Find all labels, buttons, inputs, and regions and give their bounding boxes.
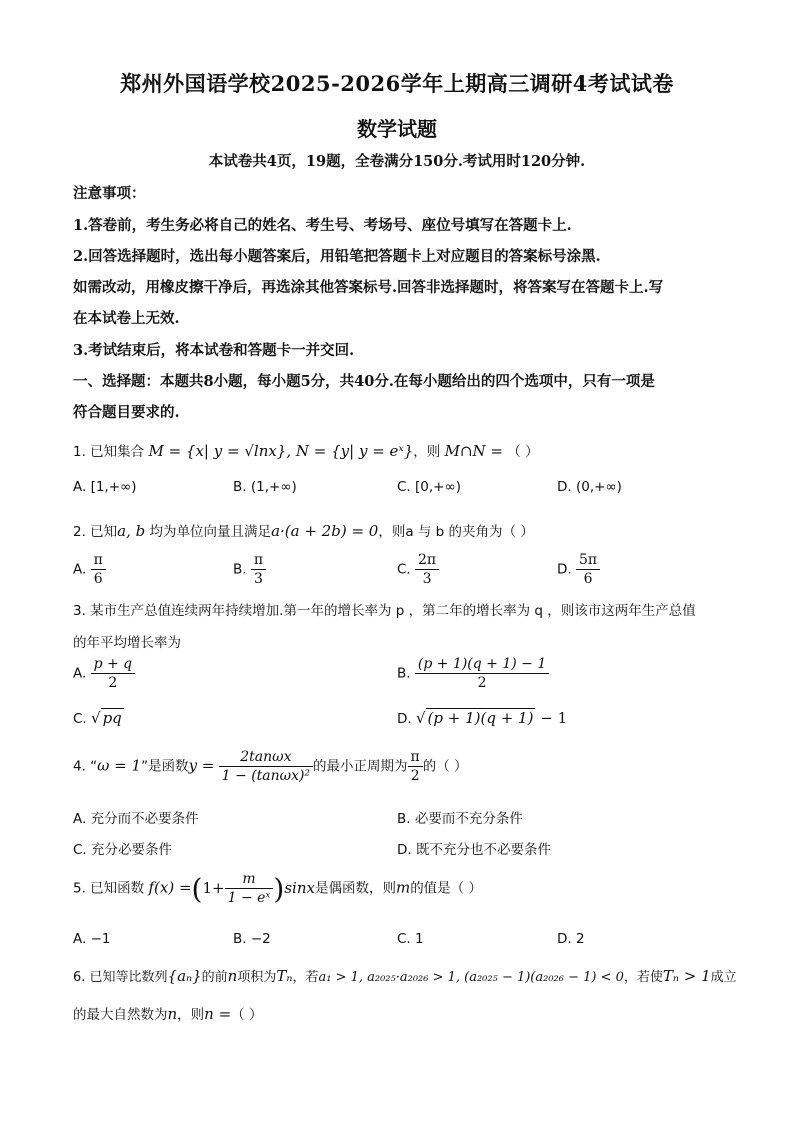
exam-info: 本试卷共4页，19题，全卷满分150分.考试用时120分钟. bbox=[208, 153, 586, 170]
q4-option-d: D. 既不充分也不必要条件 bbox=[397, 842, 551, 858]
q1-expr: M∩N = bbox=[444, 442, 503, 460]
q4-option-a: A. 充分而不必要条件 bbox=[73, 811, 199, 827]
q1-suffix: ，则 bbox=[413, 444, 441, 460]
q2-option-b: B. $\frac{\pi}{3}$ bbox=[233, 552, 266, 587]
subject-title: 数学试题 bbox=[357, 117, 437, 141]
note-item-2: 2.回答选择题时，选出每小题答案后，用铅笔把答题卡上对应题目的答案标号涂黑. bbox=[73, 248, 601, 265]
section-heading: 一、选择题：本题共8小题，每小题5分，共40分.在每小题给出的四个选项中，只有一项是 bbox=[73, 373, 655, 390]
question-3-stem-cont: 的年平均增长率为 bbox=[73, 635, 181, 651]
question-1-stem bbox=[73, 440, 539, 460]
q3-option-d: D. √ (p + 1)(q + 1) − 1 bbox=[397, 709, 568, 727]
question-6-stem: 6. 已知等比数列{aₙ}的前n项积为Tₙ，若a₁ > 1, a₂₀₂₅·a₂₀₂₆ > 1, (a₂₀₂₅ − 1)(a₂₀₂₆ − 1) < 0，若使Tₙ > 1成立 bbox=[73, 967, 737, 985]
section-heading-cont: 符合题目要求的. bbox=[73, 404, 180, 421]
q5-option-d: D. 2 bbox=[557, 931, 585, 947]
question-2-stem bbox=[73, 520, 534, 540]
q2-mid: 均为单位向量且满足 bbox=[145, 524, 272, 540]
q2-prefix: 2. 已知 bbox=[73, 524, 118, 540]
q1-prefix: 1. 已知集合 bbox=[73, 444, 145, 460]
q2-mid2: ，则 bbox=[378, 524, 406, 540]
exam-title: 郑州外国语学校2025-2026学年上期高三调研4考试试卷 bbox=[120, 71, 674, 96]
q5-option-a: A. −1 bbox=[73, 931, 111, 947]
question-6-stem-cont: 的最大自然数为n，则n =（ ） bbox=[73, 1005, 263, 1023]
q1-option-a: A. [1,+∞) bbox=[73, 479, 137, 495]
q2-tail: a 与 b 的夹角为（ ） bbox=[405, 524, 534, 540]
q5-option-b: B. −2 bbox=[233, 931, 271, 947]
note-item-2-end: 在本试卷上无效. bbox=[73, 310, 180, 327]
question-3-stem: 3. 某市生产总值连续两年持续增加.第一年的增长率为 p ，第二年的增长率为 q ，则该市这两年生产总值 bbox=[73, 603, 696, 619]
q4-option-b: B. 必要而不充分条件 bbox=[397, 811, 523, 827]
question-5-stem: 5. 已知函数 f(x) =(1+ $\frac{m}{\text{1 − eˣ}}$ )sinx是偶函数，则m的值是（ ） bbox=[73, 871, 482, 906]
q1-set-m: M = {x| y = √lnx} bbox=[148, 442, 287, 460]
q2-option-c: C. $\frac{2\pi}{3}$ bbox=[397, 552, 439, 587]
q2-option-d: D. $\frac{5\pi}{6}$ bbox=[557, 552, 600, 587]
question-4-stem: 4. “ω = 1”是函数y = $\frac{2\tan\omega x}{\text{1 − (tanωx)²}}$ 的最小正周期为 $\frac{\pi}{2}$ 的（ ） bbox=[73, 749, 468, 784]
q1-option-c: C. [0,+∞) bbox=[397, 479, 461, 495]
q2-condition: a·(a + 2b) = 0 bbox=[271, 522, 379, 540]
q3-option-a: A. $\frac{p + q}{2}$ bbox=[73, 656, 135, 691]
q4-function: $\frac{2\tan\omega x}{\text{1 − (tanωx)²}}$ bbox=[219, 749, 313, 784]
q1-option-d: D. (0,+∞) bbox=[557, 479, 622, 495]
q4-period: $\frac{\pi}{2}$ bbox=[408, 749, 423, 784]
q3-option-c: C. √ pq bbox=[73, 709, 122, 727]
q2-option-a: A. $\frac{\pi}{6}$ bbox=[73, 552, 106, 587]
q1-set-n: , N = {y| y = eˣ} bbox=[286, 442, 414, 460]
q5-option-c: C. 1 bbox=[397, 931, 424, 947]
notes-heading: 注意事项： bbox=[73, 185, 146, 202]
note-item-1: 1.答卷前，考生务必将自己的姓名、考生号、考场号、座位号填写在答题卡上. bbox=[73, 217, 572, 234]
q4-option-c: C. 充分必要条件 bbox=[73, 842, 173, 858]
q4-condition: ω = 1 bbox=[97, 756, 142, 775]
q3-option-b: B. $\frac{(p + 1)(q + 1) - 1}{2}$ bbox=[397, 656, 549, 691]
note-item-2-cont: 如需改动，用橡皮擦干净后，再选涂其他答案标号.回答非选择题时，将答案写在答题卡上.写 bbox=[73, 279, 664, 296]
q2-vectors: a, b bbox=[117, 522, 146, 540]
q1-option-b: B. (1,+∞) bbox=[233, 479, 297, 495]
q1-blank: （ ） bbox=[507, 444, 539, 460]
note-item-3: 3.考试结束后，将本试卷和答题卡一并交回. bbox=[73, 342, 355, 359]
